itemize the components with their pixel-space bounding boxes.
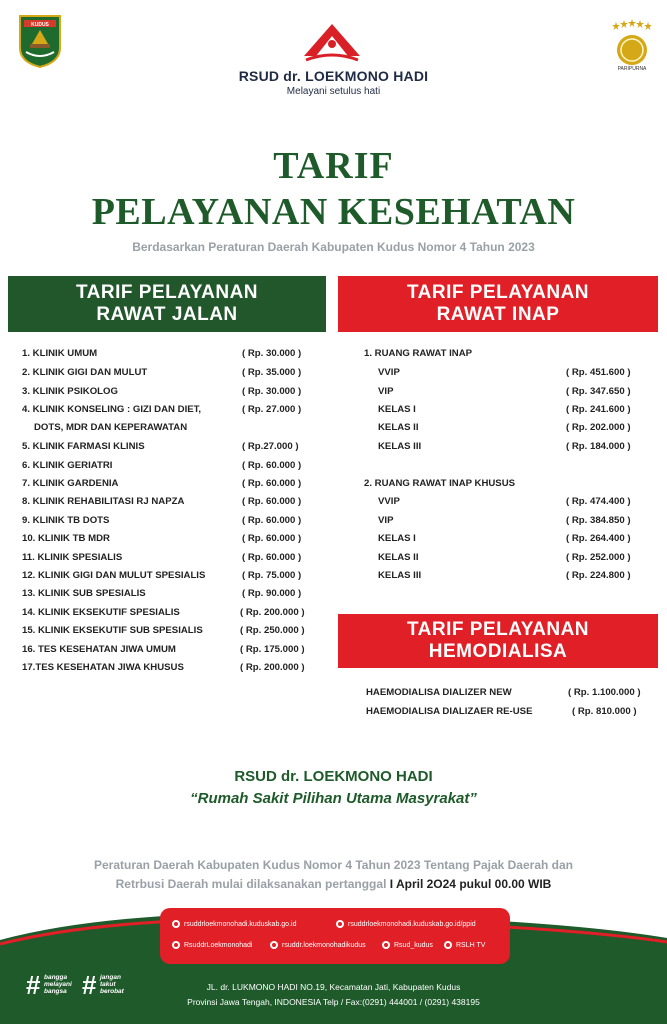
rawat-jalan-heading-1: TARIF PELAYANAN	[75, 282, 259, 303]
list-item: KELAS I	[378, 533, 416, 544]
list-item: 12. KLINIK GIGI DAN MULUT SPESIALIS	[22, 570, 206, 581]
list-item: 16. TES KESEHATAN JIWA UMUM	[22, 644, 176, 655]
list-item: VVIP	[378, 367, 400, 378]
page-title-line-2: PELAYANAN KESEHATAN	[91, 191, 576, 233]
hashtag-word: berobat	[100, 988, 124, 995]
list-item: KELAS II	[378, 422, 419, 433]
list-item-price: ( Rp. 60.000 )	[242, 552, 302, 563]
rawat-inap-banner	[338, 276, 658, 332]
rsud-logo-icon	[296, 22, 368, 66]
list-item-price: ( Rp. 474.400 )	[566, 496, 631, 507]
list-item: 10. KLINIK TB MDR	[22, 533, 110, 544]
group-title: 2. RUANG RAWAT INAP KHUSUS	[364, 478, 516, 489]
list-item: 1. KLINIK UMUM	[22, 348, 98, 359]
hashtag-icon: #	[26, 970, 41, 1000]
social-media-box	[160, 908, 510, 964]
slogan-hospital-name: RSUD dr. LOEKMONO HADI	[234, 768, 433, 785]
hemodialisa-heading-1: TARIF PELAYANAN	[406, 619, 590, 640]
list-item: 17.TES KESEHATAN JIWA KHUSUS	[22, 662, 184, 673]
list-item-price: ( Rp. 200.000 )	[240, 607, 305, 618]
list-item: 11. KLINIK SPESIALIS	[22, 552, 123, 563]
list-item: KELAS I	[378, 404, 416, 415]
effective-date: I April 2O24 pukul 00.00 WIB	[389, 877, 552, 891]
list-item-price: ( Rp. 202.000 )	[566, 422, 631, 433]
instagram-icon	[270, 941, 278, 949]
list-item-price: ( Rp. 60.000 )	[242, 478, 302, 489]
list-item: VVIP	[378, 496, 400, 507]
list-item-price: ( Rp. 175.000 )	[240, 644, 305, 655]
website-text: rsuddrloekmonohadi.kuduskab.go.id	[184, 920, 297, 928]
svg-text:KUDUS: KUDUS	[31, 22, 49, 28]
list-item-price: ( Rp. 60.000 )	[242, 460, 302, 471]
rawat-inap-heading-1: TARIF PELAYANAN	[406, 282, 590, 303]
list-item: 6. KLINIK GERIATRI	[22, 460, 113, 471]
list-item: 3. KLINIK PSIKOLOG	[22, 386, 118, 397]
rawat-inap-heading-2: RAWAT INAP	[436, 304, 560, 325]
facebook-icon	[172, 941, 180, 949]
twitter-link[interactable]	[382, 941, 433, 949]
hashtag-icon: #	[82, 970, 97, 1000]
regulation-note-line-1: Peraturan Daerah Kabupaten Kudus Nomor 4 Tahun 2023 Tentang Pajak Daerah dan	[93, 858, 573, 872]
hashtag-word: melayani	[44, 981, 72, 988]
globe-icon	[336, 920, 344, 928]
list-item: 13. KLINIK SUB SPESIALIS	[22, 588, 146, 599]
list-item: VIP	[378, 515, 394, 526]
list-item: VIP	[378, 386, 394, 397]
hashtag-word: bangga	[44, 974, 68, 981]
list-item-price: ( Rp. 241.600 )	[566, 404, 631, 415]
twitter-text: Rsud_kudus	[394, 941, 433, 949]
address-line-1: JL. dr. LUKMONO HADI NO.19, Kecamatan Jati, Kabupaten Kudus	[206, 982, 461, 992]
page-title-line-1: TARIF	[273, 145, 394, 187]
globe-icon	[172, 920, 180, 928]
hemodialisa-banner	[338, 614, 658, 668]
list-item-price: ( Rp. 451.600 )	[566, 367, 631, 378]
page-subtitle: Berdasarkan Peraturan Daerah Kabupaten Kudus Nomor 4 Tahun 2023	[132, 240, 535, 254]
list-item-price: ( Rp. 200.000 )	[240, 662, 305, 673]
list-item-price: ( Rp. 1.100.000 )	[568, 687, 641, 698]
list-item: 14. KLINIK EKSEKUTIF SPESIALIS	[22, 607, 180, 618]
list-item-price: ( Rp. 60.000 )	[242, 533, 302, 544]
list-item-price: ( Rp. 347.650 )	[566, 386, 631, 397]
hemodialisa-heading-2: HEMODIALISA	[428, 641, 568, 662]
list-item-price: ( Rp. 30.000 )	[242, 348, 302, 359]
list-item-price: ( Rp. 384.850 )	[566, 515, 631, 526]
regulation-note-line-2	[0, 877, 667, 891]
list-item: HAEMODIALISA DIALIZAER RE-USE	[366, 706, 533, 717]
youtube-icon	[444, 941, 452, 949]
list-item: HAEMODIALISA DIALIZER NEW	[366, 687, 512, 698]
list-item-price: ( Rp. 60.000 )	[242, 496, 302, 507]
list-item: 7. KLINIK GARDENIA	[22, 478, 119, 489]
list-item-price: ( Rp. 250.000 )	[240, 625, 305, 636]
facebook-link[interactable]	[172, 941, 253, 949]
slogan-text: “Rumah Sakit Pilihan Utama Masyrakat”	[190, 790, 477, 807]
ppid-link[interactable]	[336, 920, 476, 928]
list-item-continuation: DOTS, MDR DAN KEPERAWATAN	[34, 422, 188, 433]
list-item: 8. KLINIK REHABILITASI RJ NAPZA	[22, 496, 185, 507]
list-item-price: ( Rp. 184.000 )	[566, 441, 631, 452]
ppid-text: rsuddrloekmonohadi.kuduskab.go.id/ppid	[348, 920, 476, 928]
youtube-text: RSLH TV	[456, 941, 486, 949]
hashtag-word: takut	[100, 981, 116, 988]
list-item: KELAS III	[378, 441, 422, 452]
hospital-tagline: Melayani setulus hati	[286, 86, 381, 97]
list-item: KELAS II	[378, 552, 419, 563]
kudus-regency-logo	[18, 14, 62, 68]
facebook-text: RsuddrLoekmonohadi	[184, 941, 253, 949]
list-item: 5. KLINIK FARMASI KLINIS	[22, 441, 145, 452]
list-item-price: ( Rp. 90.000 )	[242, 588, 302, 599]
list-item-price: ( Rp. 264.400 )	[566, 533, 631, 544]
list-item: 2. KLINIK GIGI DAN MULUT	[22, 367, 148, 378]
instagram-link[interactable]	[270, 941, 366, 949]
paripurna-label: PARIPURNA	[617, 66, 647, 72]
regulation-note-prefix: Retrbusi Daerah mulai dilaksanakan pertanggal	[115, 877, 390, 891]
list-item-price: ( Rp. 224.800 )	[566, 570, 631, 581]
list-item-price: ( Rp. 75.000 )	[242, 570, 302, 581]
hashtag-word: bangsa	[44, 988, 67, 995]
list-item: KELAS III	[378, 570, 422, 581]
list-item-price: ( Rp. 60.000 )	[242, 515, 302, 526]
list-item-price: ( Rp. 27.000 )	[242, 404, 302, 415]
hashtag-word: jangan	[100, 974, 121, 981]
instagram-text: rsuddr.loekmonohadikudus	[282, 941, 366, 949]
group-title: 1. RUANG RAWAT INAP	[364, 348, 473, 359]
list-item-price: ( Rp. 35.000 )	[242, 367, 302, 378]
website-link[interactable]	[172, 920, 296, 928]
list-item: 15. KLINIK EKSEKUTIF SUB SPESIALIS	[22, 625, 203, 636]
rawat-jalan-banner	[8, 276, 326, 332]
rawat-jalan-heading-2: RAWAT JALAN	[96, 304, 238, 325]
hospital-name: RSUD dr. LOEKMONO HADI	[238, 68, 429, 84]
list-item-price: ( Rp. 252.000 )	[566, 552, 631, 563]
list-item-price: ( Rp. 30.000 )	[242, 386, 302, 397]
list-item: 4. KLINIK KONSELING : GIZI DAN DIET,	[22, 404, 202, 415]
address-line-2: Provinsi Jawa Tengah, INDONESIA Telp / Fax:(0291) 444001 / (0291) 438195	[187, 997, 480, 1007]
twitter-icon	[382, 941, 390, 949]
youtube-link[interactable]	[444, 941, 485, 949]
list-item: 9. KLINIK TB DOTS	[22, 515, 110, 526]
list-item-price: ( Rp. 810.000 )	[572, 706, 637, 717]
list-item-price: ( Rp.27.000 )	[242, 441, 299, 452]
